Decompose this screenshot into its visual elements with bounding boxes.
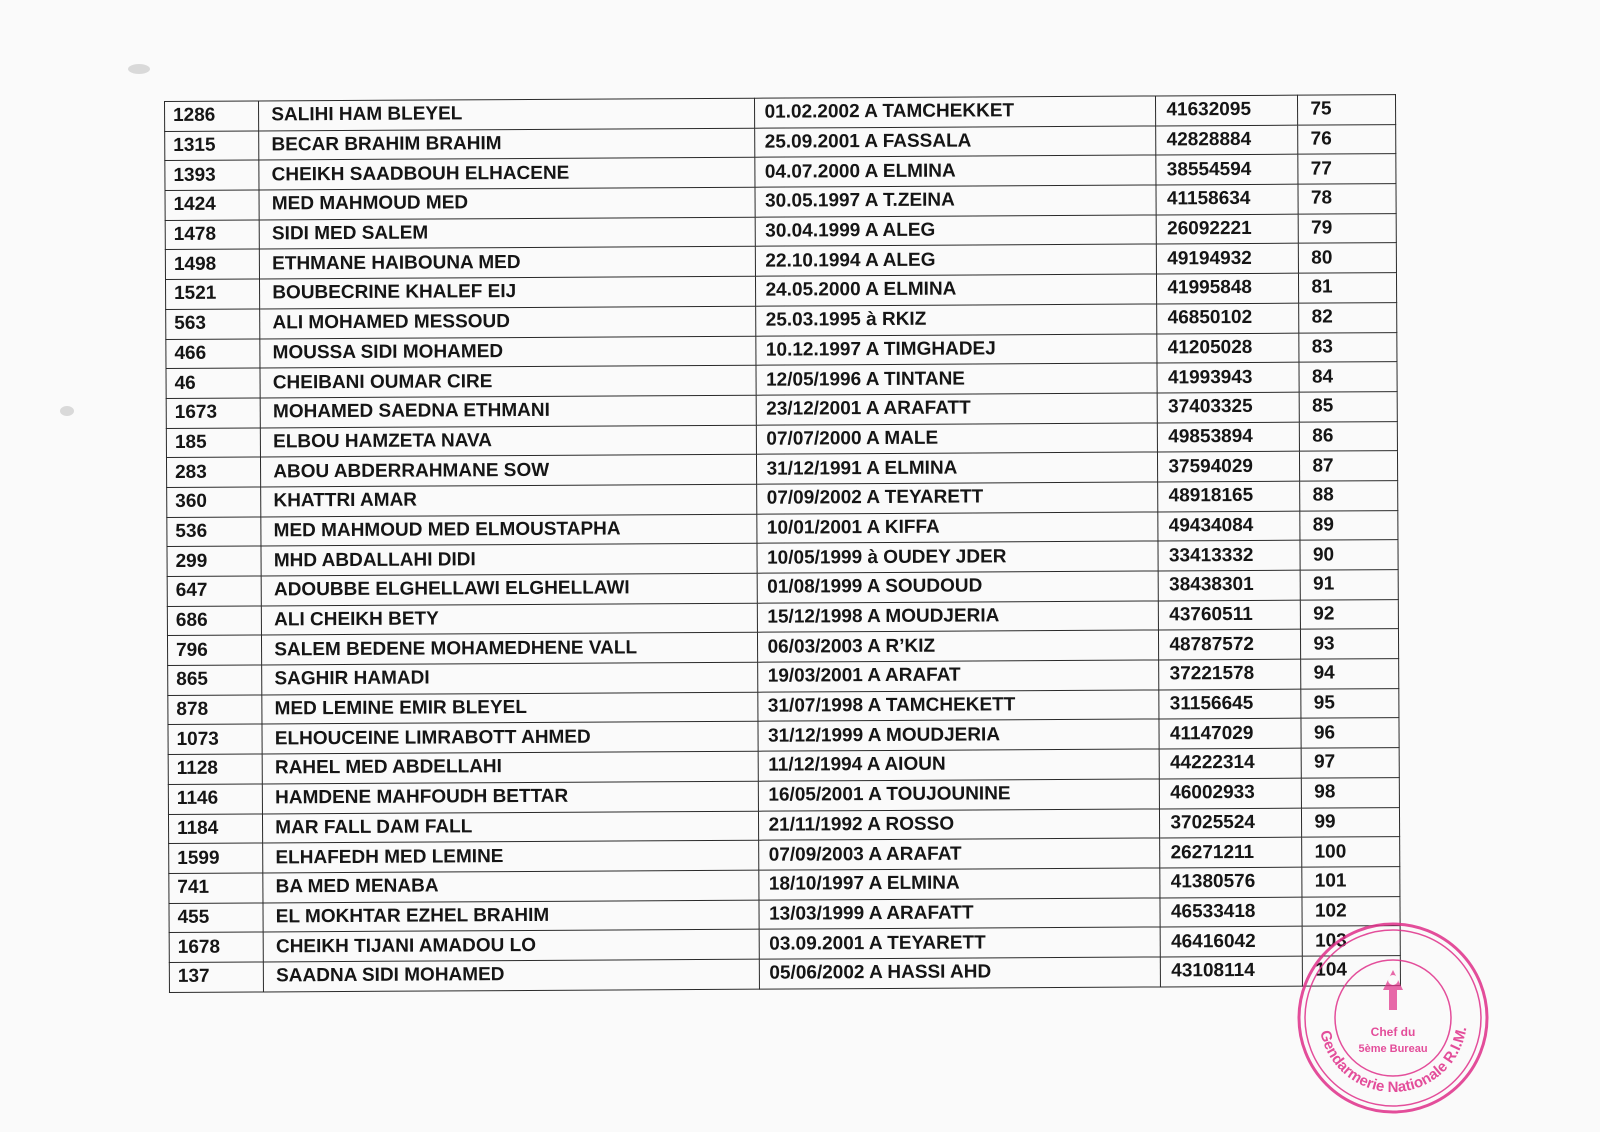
- birth-date-place-cell: 25.09.2001 A FASSALA: [754, 126, 1156, 158]
- record-id-cell: 1599: [169, 843, 263, 873]
- record-id-cell: 455: [169, 903, 263, 933]
- national-id-cell: 46850102: [1157, 303, 1299, 333]
- record-id-cell: 1673: [166, 398, 260, 428]
- roster-table: [164, 94, 1401, 992]
- record-id-cell: 1146: [168, 784, 262, 814]
- birth-date-place-cell: 30.04.1999 A ALEG: [755, 215, 1157, 247]
- birth-date-place-cell: 12/05/1996 A TINTANE: [755, 363, 1157, 395]
- birth-date-place-cell: 04.07.2000 A ELMINA: [754, 155, 1156, 187]
- birth-date-place-cell: 10/05/1999 à OUDEY JDER: [756, 541, 1158, 573]
- stamp-line-2: 5ème Bureau: [1358, 1043, 1428, 1055]
- national-id-cell: 37025524: [1160, 808, 1302, 838]
- emblem-icon: [1383, 970, 1403, 1010]
- national-id-cell: 26271211: [1160, 837, 1302, 867]
- national-id-cell: 49853894: [1158, 422, 1300, 452]
- full-name-cell: BA MED MENABA: [263, 870, 758, 902]
- birth-date-place-cell: 05/06/2002 A HASSI AHD: [759, 957, 1161, 989]
- national-id-cell: 41158634: [1156, 184, 1298, 214]
- record-id-cell: 283: [166, 457, 260, 487]
- full-name-cell: SAGHIR HAMADI: [262, 662, 757, 694]
- full-name-cell: SIDI MED SALEM: [259, 217, 754, 249]
- national-id-cell: 41205028: [1157, 333, 1299, 363]
- full-name-cell: MED LEMINE EMIR BLEYEL: [262, 692, 757, 724]
- national-id-cell: 41632095: [1156, 95, 1298, 125]
- record-id-cell: 46: [166, 368, 260, 398]
- birth-date-place-cell: 30.05.1997 A T.ZEINA: [754, 185, 1156, 217]
- birth-date-place-cell: 07/09/2002 A TEYARETT: [756, 482, 1158, 514]
- record-id-cell: 1678: [169, 932, 263, 962]
- order-number-cell: 79: [1299, 213, 1397, 243]
- national-id-cell: 37594029: [1158, 451, 1300, 481]
- national-id-cell: 37221578: [1159, 659, 1301, 689]
- full-name-cell: ADOUBBE ELGHELLAWI ELGHELLAWI: [261, 573, 756, 605]
- record-id-cell: 1498: [165, 249, 259, 279]
- record-id-cell: 536: [167, 517, 261, 547]
- record-id-cell: 137: [169, 962, 263, 992]
- national-id-cell: 38438301: [1159, 570, 1301, 600]
- order-number-cell: 83: [1299, 332, 1397, 362]
- record-id-cell: 1424: [165, 190, 259, 220]
- birth-date-place-cell: 18/10/1997 A ELMINA: [758, 868, 1160, 900]
- birth-date-place-cell: 31/07/1998 A TAMCHEKETT: [757, 690, 1159, 722]
- national-id-cell: 33413332: [1158, 540, 1300, 570]
- national-id-cell: 41147029: [1159, 719, 1301, 749]
- record-id-cell: 1286: [165, 101, 259, 131]
- full-name-cell: ALI CHEIKH BETY: [262, 603, 757, 635]
- birth-date-place-cell: 03.09.2001 A TEYARETT: [759, 927, 1161, 959]
- order-number-cell: 85: [1300, 391, 1398, 421]
- full-name-cell: ABOU ABDERRAHMANE SOW: [261, 454, 756, 486]
- order-number-cell: 95: [1301, 688, 1399, 718]
- record-id-cell: 1184: [168, 813, 262, 843]
- national-id-cell: 46002933: [1160, 778, 1302, 808]
- national-id-cell: 48918165: [1158, 481, 1300, 511]
- order-number-cell: 93: [1301, 629, 1399, 659]
- order-number-cell: 84: [1299, 362, 1397, 392]
- full-name-cell: MAR FALL DAM FALL: [263, 811, 758, 843]
- full-name-cell: MHD ABDALLAHI DIDI: [261, 544, 756, 576]
- full-name-cell: ELHAFEDH MED LEMINE: [263, 840, 758, 872]
- order-number-cell: 75: [1298, 95, 1396, 125]
- record-id-cell: 647: [167, 576, 261, 606]
- full-name-cell: ETHMANE HAIBOUNA MED: [260, 247, 755, 279]
- full-name-cell: CHEIBANI OUMAR CIRE: [260, 365, 755, 397]
- record-id-cell: 741: [169, 873, 263, 903]
- stamp-line-1: Chef du: [1370, 1025, 1416, 1039]
- national-id-cell: 49194932: [1157, 244, 1299, 274]
- national-id-cell: 41380576: [1160, 867, 1302, 897]
- order-number-cell: 76: [1298, 124, 1396, 154]
- birth-date-place-cell: 21/11/1992 A ROSSO: [758, 808, 1160, 840]
- paper-smudge: [128, 64, 150, 74]
- full-name-cell: KHATTRI AMAR: [261, 484, 756, 516]
- record-id-cell: 360: [167, 487, 261, 517]
- national-id-cell: 42828884: [1156, 125, 1298, 155]
- record-id-cell: 1073: [168, 724, 262, 754]
- birth-date-place-cell: 19/03/2001 A ARAFAT: [757, 660, 1159, 692]
- birth-date-place-cell: 07/07/2000 A MALE: [756, 423, 1158, 455]
- full-name-cell: EL MOKHTAR EZHEL BRAHIM: [263, 900, 758, 932]
- birth-date-place-cell: 24.05.2000 A ELMINA: [755, 274, 1157, 306]
- order-number-cell: 102: [1302, 896, 1400, 926]
- record-id-cell: 563: [166, 309, 260, 339]
- order-number-cell: 100: [1302, 837, 1400, 867]
- national-id-cell: 38554594: [1156, 155, 1298, 185]
- full-name-cell: ALI MOHAMED MESSOUD: [260, 306, 755, 338]
- birth-date-place-cell: 31/12/1999 A MOUDJERIA: [757, 719, 1159, 751]
- national-id-cell: 41995848: [1157, 273, 1299, 303]
- full-name-cell: HAMDENE MAHFOUDH BETTAR: [263, 781, 758, 813]
- record-id-cell: 299: [167, 546, 261, 576]
- birth-date-place-cell: 11/12/1994 A AIOUN: [758, 749, 1160, 781]
- birth-date-place-cell: 15/12/1998 A MOUDJERIA: [757, 601, 1159, 633]
- order-number-cell: 87: [1300, 451, 1398, 481]
- order-number-cell: 78: [1298, 184, 1396, 214]
- birth-date-place-cell: 25.03.1995 à RKIZ: [755, 304, 1157, 336]
- record-id-cell: 185: [166, 428, 260, 458]
- order-number-cell: 89: [1300, 510, 1398, 540]
- birth-date-place-cell: 10.12.1997 A TIMGHADEJ: [755, 333, 1157, 365]
- full-name-cell: MED MAHMOUD MED: [259, 187, 754, 219]
- birth-date-place-cell: 13/03/1999 A ARAFATT: [758, 898, 1160, 930]
- national-id-cell: 31156645: [1159, 689, 1301, 719]
- official-stamp: [1293, 918, 1493, 1118]
- birth-date-place-cell: 23/12/2001 A ARAFATT: [756, 393, 1158, 425]
- record-id-cell: 796: [167, 635, 261, 665]
- order-number-cell: 90: [1300, 540, 1398, 570]
- national-id-cell: 46533418: [1160, 897, 1302, 927]
- full-name-cell: MOUSSA SIDI MOHAMED: [260, 336, 755, 368]
- full-name-cell: SALIHI HAM BLEYEL: [259, 98, 754, 130]
- birth-date-place-cell: 01/08/1999 A SOUDOUD: [757, 571, 1159, 603]
- order-number-cell: 82: [1299, 302, 1397, 332]
- national-id-cell: 37403325: [1158, 392, 1300, 422]
- full-name-cell: SALEM BEDENE MOHAMEDHENE VALL: [262, 633, 757, 665]
- record-id-cell: 865: [168, 665, 262, 695]
- full-name-cell: CHEIKH TIJANI AMADOU LO: [263, 929, 758, 961]
- order-number-cell: 81: [1299, 273, 1397, 303]
- order-number-cell: 104: [1303, 956, 1401, 986]
- birth-date-place-cell: 31/12/1991 A ELMINA: [756, 452, 1158, 484]
- order-number-cell: 92: [1301, 599, 1399, 629]
- order-number-cell: 77: [1298, 154, 1396, 184]
- full-name-cell: CHEIKH SAADBOUH ELHACENE: [259, 158, 754, 190]
- record-id-cell: 1393: [165, 160, 259, 190]
- order-number-cell: 91: [1301, 570, 1399, 600]
- order-number-cell: 96: [1301, 718, 1399, 748]
- order-number-cell: 98: [1302, 777, 1400, 807]
- paper-smudge: [60, 406, 74, 416]
- order-number-cell: 86: [1300, 421, 1398, 451]
- national-id-cell: 44222314: [1160, 748, 1302, 778]
- full-name-cell: ELHOUCEINE LIMRABOTT AHMED: [262, 722, 757, 754]
- national-id-cell: 43108114: [1161, 956, 1303, 986]
- full-name-cell: RAHEL MED ABDELLAHI: [262, 751, 757, 783]
- table-row: [169, 956, 1400, 993]
- national-id-cell: 43760511: [1159, 600, 1301, 630]
- order-number-cell: 101: [1302, 866, 1400, 896]
- full-name-cell: BOUBECRINE KHALEF EIJ: [260, 276, 755, 308]
- record-id-cell: 1315: [165, 131, 259, 161]
- national-id-cell: 26092221: [1157, 214, 1299, 244]
- national-id-cell: 48787572: [1159, 630, 1301, 660]
- birth-date-place-cell: 10/01/2001 A KIFFA: [756, 512, 1158, 544]
- national-id-cell: 49434084: [1158, 511, 1300, 541]
- order-number-cell: 94: [1301, 659, 1399, 689]
- record-id-cell: 1478: [165, 220, 259, 250]
- order-number-cell: 103: [1303, 926, 1401, 956]
- birth-date-place-cell: 06/03/2003 A R’KIZ: [757, 630, 1159, 662]
- full-name-cell: SAADNA SIDI MOHAMED: [264, 959, 759, 991]
- record-id-cell: 686: [167, 606, 261, 636]
- full-name-cell: MOHAMED SAEDNA ETHMANI: [260, 395, 755, 427]
- birth-date-place-cell: 22.10.1994 A ALEG: [755, 244, 1157, 276]
- birth-date-place-cell: 01.02.2002 A TAMCHEKKET: [754, 96, 1156, 128]
- record-id-cell: 1521: [165, 279, 259, 309]
- birth-date-place-cell: 07/09/2003 A ARAFAT: [758, 838, 1160, 870]
- order-number-cell: 80: [1299, 243, 1397, 273]
- national-id-cell: 46416042: [1161, 926, 1303, 956]
- stamp-ring-text: Gendarmerie Nationale R.I.M.: [1316, 1025, 1471, 1097]
- order-number-cell: 88: [1300, 481, 1398, 511]
- full-name-cell: ELBOU HAMZETA NAVA: [261, 425, 756, 457]
- record-id-cell: 878: [168, 695, 262, 725]
- full-name-cell: MED MAHMOUD MED ELMOUSTAPHA: [261, 514, 756, 546]
- roster-table-body: [165, 95, 1401, 992]
- record-id-cell: 466: [166, 338, 260, 368]
- national-id-cell: 41993943: [1157, 362, 1299, 392]
- order-number-cell: 99: [1302, 807, 1400, 837]
- full-name-cell: BECAR BRAHIM BRAHIM: [259, 128, 754, 160]
- birth-date-place-cell: 16/05/2001 A TOUJOUNINE: [758, 779, 1160, 811]
- record-id-cell: 1128: [168, 754, 262, 784]
- order-number-cell: 97: [1302, 748, 1400, 778]
